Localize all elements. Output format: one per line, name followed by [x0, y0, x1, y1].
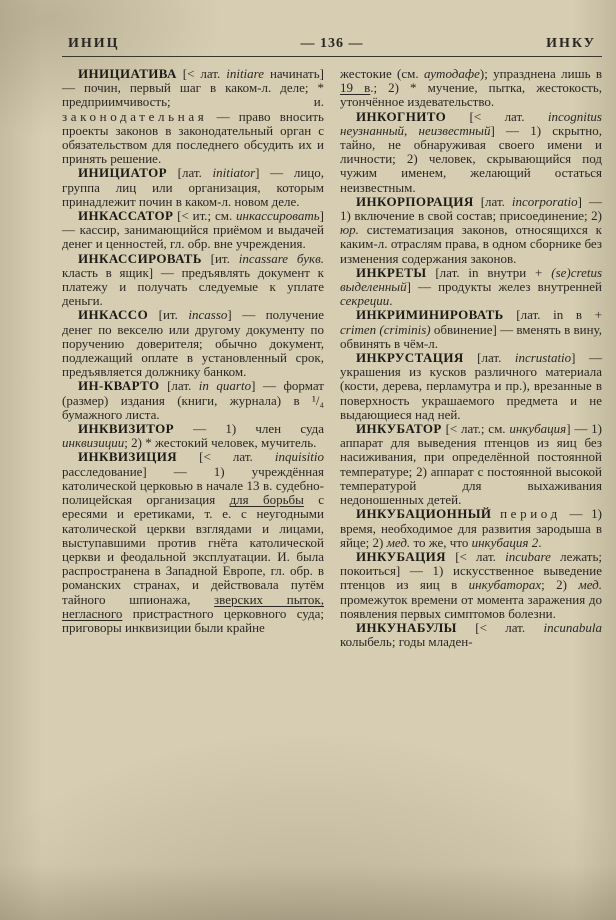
entry-body: [< лат. inquisitio расследование] — 1) учреждённая католической церковью в начале 13 в. судебно-полицейская организация для борьбы с ересями и еретиками, т. е. с неугодными католической церкви взглядами и лицами, выступавшими против гнёта католической церкви и феодальной эксплуатации. И. была распространена в Западной Европе, гл. обр. в романских странах, и действовала путём тайного шпионажа, зверских пыток, негласного пристрастного церковного суда; приговоры инквизиции были крайне — [62, 449, 325, 635]
entry-body: [< лат. incunabula колыбель; годы младен- — [340, 619, 602, 650]
entry-headword: ИНКОРПОРАЦИЯ — [356, 193, 474, 209]
dictionary-entry — [340, 110, 602, 195]
entry-body: [< лат. initiare начинать] — почин, первый шаг в каком-л. деле; * предприимчивость; и. законодательная — право вносить проекты законов в законодательный орган с обязательством для последнего обсудить их и принять решение. — [62, 66, 324, 167]
entry-headword: ИН-КВАРТО — [78, 378, 160, 394]
entry-body: жестокие (см. аутодафе); упразднена лишь в 19 в.; 2) * мучение, пытка, жестокость, утончённое издевательство. — [340, 66, 603, 110]
entry-body: [лат. initiator] — лицо, группа лиц или организация, которым принадлежит почин в каком-л. новом деле. — [62, 165, 325, 209]
entry-body: [лат. in в + crimen (criminis) обвинение] — вменять в вину, обвинять в чём-л. — [340, 307, 602, 351]
entry-headword: ИНКУБАЦИЯ — [356, 548, 446, 564]
entry-body: [ит. incassare букв. класть в ящик] — предъявлять документ к платежу и получать следуемые к уплате деньги. — [62, 250, 324, 309]
dictionary-entry — [62, 422, 324, 450]
dictionary-entry — [340, 550, 602, 621]
dictionary-entry — [62, 252, 324, 309]
header-left-word: ИНИЦ — [68, 36, 120, 51]
entry-headword: ИНКВИЗИЦИЯ — [78, 449, 178, 465]
entry-headword: ИНКРУСТАЦИЯ — [356, 350, 464, 366]
text-columns — [62, 67, 602, 649]
page-header — [62, 36, 602, 56]
dictionary-entry — [340, 308, 602, 351]
entry-headword: ИНИЦИАТИВА — [78, 66, 177, 81]
entry-body: [< лат.; см. инкубация] — 1) аппарат для выведения птенцов из яиц без насиживания, при определённой постоянной температуре; 2) аппарат с постоянной высокой температурой для выхаживания недоношенных детей. — [340, 421, 602, 508]
entry-headword: ИНКРИМИНИРОВАТЬ — [356, 307, 504, 323]
dictionary-entry — [62, 67, 324, 166]
dictionary-entry — [62, 209, 324, 252]
entry-body: [< ит.; см. инкассировать] — кассир, занимающийся приёмом и выдачей денег и ценностей, гл. обр. вне учреждения. — [62, 208, 324, 252]
entry-headword: ИНКАССАТОР — [78, 208, 174, 224]
dictionary-entry — [340, 67, 602, 110]
entry-headword: ИНКАССО — [78, 307, 149, 323]
dictionary-entry — [340, 266, 602, 309]
entry-headword: ИНКУНАБУЛЫ — [356, 619, 457, 635]
dictionary-entry — [340, 351, 602, 422]
dictionary-entry — [62, 379, 324, 422]
entry-body: [лат. in внутри + (se)cretus выделенный] — продукты желез внутренней секреции. — [340, 264, 603, 309]
entry-headword: ИНКОГНИТО — [356, 108, 447, 124]
dictionary-entry — [62, 166, 324, 209]
dictionary-entry — [340, 507, 602, 550]
header-right-word: ИНКУ — [546, 36, 596, 51]
entry-headword: ИНКВИЗИТОР — [78, 421, 174, 437]
dictionary-entry — [340, 195, 602, 266]
entry-headword: ИНКУБАТОР — [356, 421, 442, 437]
dictionary-entry — [340, 621, 602, 649]
entry-body: период — 1) время, необходимое для развития зародыша в яйце; 2) мед. то же, что инкубация 2. — [340, 506, 602, 550]
header-rule — [62, 56, 602, 57]
column-left — [62, 67, 324, 649]
entry-body: [лат. in quarto] — формат (размер) издания (книги, журнала) в ¹/₄ бумажного листа. — [62, 378, 324, 422]
entry-headword: ИНКРЕТЫ — [356, 264, 427, 280]
entry-body: — 1) член суда инквизиции; 2) * жестокий человек, мучитель. — [62, 421, 325, 451]
dictionary-entry — [62, 308, 324, 379]
entry-body: [лат. incrustatio] — украшения из кусков различного материала (кости, дерева, перламутра и пр.), врезанные в поверхность украшаемого предмета и не выдающиеся над ней. — [340, 350, 602, 422]
column-right — [340, 67, 602, 649]
entry-headword: ИНКУБАЦИОННЫЙ — [356, 506, 492, 522]
dictionary-entry — [62, 450, 324, 635]
entry-headword: ИНКАССИРОВАТЬ — [78, 250, 202, 266]
page-number: — 136 — — [300, 36, 364, 51]
dictionary-entry — [340, 422, 602, 507]
entry-body: [ит. incasso] — получение денег по векселю или другому документу по поручению доверителя; обычно документ, подлежащий оплате в установленный срок, предъявляется должнику банком. — [62, 307, 324, 380]
entry-body: [< лат. incognitus неузнанный, неизвестный] — 1) скрытно, тайно, не обнаруживая своего имени и личности; 2) человек, скрывающийся под чужим именем, желающий остаться неизвестным. — [340, 108, 602, 195]
entry-body: [< лат. incubare лежать; покоиться] — 1) искусственное выведение птенцов из яиц в инкубаторах; 2) мед. промежуток времени от момента заражения до появления первых симптомов болезни. — [340, 548, 602, 621]
entry-body: [лат. incorporatio] — 1) включение в свой состав; присоединение; 2) юр. систематизация законов, относящихся к каким-л. отраслям права, в одном сборнике без изменения содержания законов. — [340, 193, 602, 266]
entry-headword: ИНИЦИАТОР — [78, 165, 167, 181]
